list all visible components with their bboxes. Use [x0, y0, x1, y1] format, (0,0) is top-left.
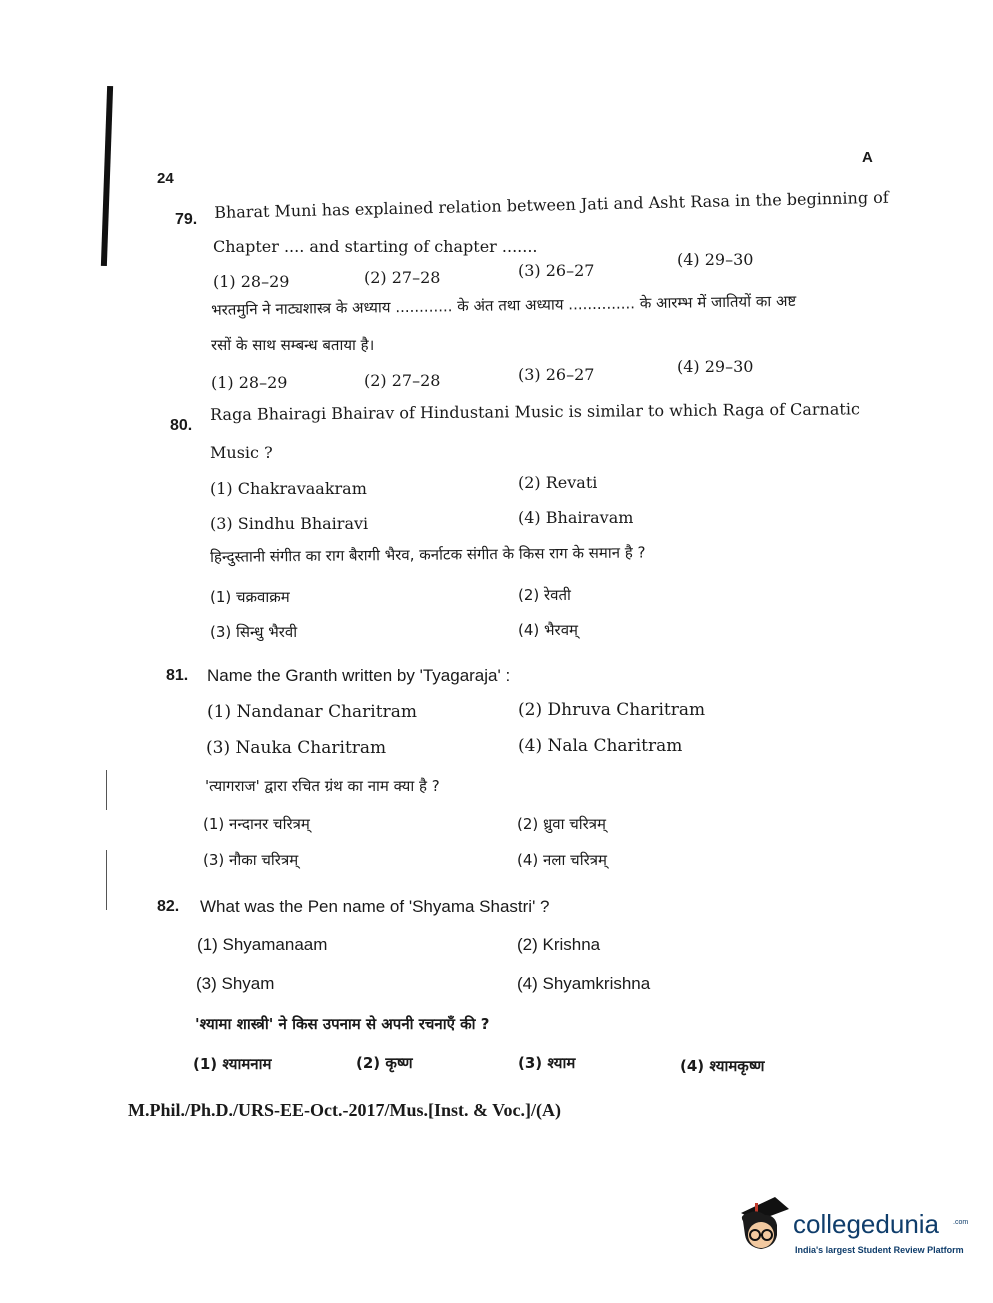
logo-tagline: India's largest Student Review Platform — [795, 1245, 964, 1255]
option-4-hi: (4) श्यामकृष्ण — [680, 1057, 765, 1075]
question-number: 81. — [166, 667, 189, 684]
scan-mark — [106, 850, 107, 910]
option-1: (1) Chakravaakram — [210, 479, 367, 498]
option-1-hi: (1) श्यामनाम — [193, 1055, 272, 1073]
option-1: (1) Nandanar Charitram — [207, 702, 417, 722]
question-number: 80. — [170, 417, 193, 434]
option-4: (4) Shyamkrishna — [517, 974, 651, 993]
option-2: (2) Revati — [518, 473, 598, 492]
option-3: (3) Nauka Charitram — [206, 738, 387, 758]
question-text-en: What was the Pen name of 'Shyama Shastri' ? — [200, 897, 550, 916]
option-3-hi: (3) 26–27 — [518, 365, 595, 384]
question-number: 79. — [175, 211, 198, 228]
question-text-en: Raga Bhairagi Bhairav of Hindustani Music is similar to which Raga of Carnatic — [210, 399, 860, 424]
option-3-hi: (3) सिन्धु भैरवी — [210, 623, 298, 641]
option-3: (3) Shyam — [196, 974, 275, 993]
question-number: 82. — [157, 898, 180, 915]
scan-mark — [106, 770, 107, 810]
option-1-hi: (1) चक्रवाक्रम — [210, 588, 290, 606]
question-text-hi: 'त्यागराज' द्वारा रचित ग्रंथ का नाम क्या है ? — [205, 777, 440, 795]
option-3: (3) Sindhu Bhairavi — [210, 514, 369, 533]
scan-margin-bar — [101, 86, 113, 266]
question-text-hi: हिन्दुस्तानी संगीत का राग बैरागी भैरव, कर्नाटक संगीत के किस राग के समान है ? — [210, 543, 646, 566]
option-2-hi: (2) कृष्ण — [356, 1054, 413, 1072]
question-text-en: Bharat Muni has explained relation between Jati and Asht Rasa in the beginning of — [214, 187, 889, 222]
option-2-hi: (2) रेवती — [518, 586, 571, 604]
page-number: 24 — [157, 170, 174, 187]
option-1: (1) Shyamanaam — [197, 935, 328, 954]
brand-logo — [735, 1195, 969, 1265]
logo-suffix: .com — [953, 1219, 969, 1226]
option-4: (4) Nala Charitram — [518, 736, 683, 756]
option-2-hi: (2) ध्रुवा चरित्रम् — [517, 815, 607, 833]
option-1-hi: (1) नन्दानर चरित्रम् — [203, 815, 310, 833]
option-4: (4) Bhairavam — [518, 508, 634, 527]
question-text-en-cont: Music ? — [210, 443, 273, 462]
question-text-hi-cont: रसों के साथ सम्बन्ध बताया है। — [211, 336, 375, 354]
option-3: (3) 26–27 — [518, 261, 595, 280]
set-code: A — [862, 149, 873, 166]
question-text-en: Name the Granth written by 'Tyagaraja' : — [207, 666, 511, 685]
question-text-hi: 'श्यामा शास्त्री' ने किस उपनाम से अपनी रचनाएँ की ? — [195, 1015, 490, 1033]
option-3-hi: (3) श्याम — [518, 1054, 576, 1072]
option-1: (1) 28–29 — [213, 272, 290, 291]
question-text-en-cont: Chapter .... and starting of chapter ....... — [213, 237, 538, 256]
option-1-hi: (1) 28–29 — [211, 373, 288, 392]
option-4: (4) 29–30 — [677, 250, 754, 269]
option-4-hi: (4) 29–30 — [677, 357, 754, 376]
option-2: (2) Krishna — [517, 935, 601, 954]
question-text-hi: भरतमुनि ने नाट्यशास्त्र के अध्याय ............ के अंत तथा अध्याय .............. के आरम्भ में जातियों का अष्ट — [211, 291, 797, 319]
mascot-icon — [735, 1195, 793, 1261]
option-4-hi: (4) नला चरित्रम् — [517, 851, 607, 869]
paper-code-footer: M.Phil./Ph.D./URS-EE-Oct.-2017/Mus.[Inst. & Voc.]/(A) — [128, 1100, 561, 1120]
logo-name: collegedunia — [793, 1209, 940, 1239]
option-3-hi: (3) नौका चरित्रम् — [203, 851, 299, 869]
option-2: (2) 27–28 — [364, 268, 441, 287]
option-2-hi: (2) 27–28 — [364, 371, 441, 390]
option-4-hi: (4) भैरवम् — [518, 621, 579, 639]
option-2: (2) Dhruva Charitram — [518, 700, 706, 720]
